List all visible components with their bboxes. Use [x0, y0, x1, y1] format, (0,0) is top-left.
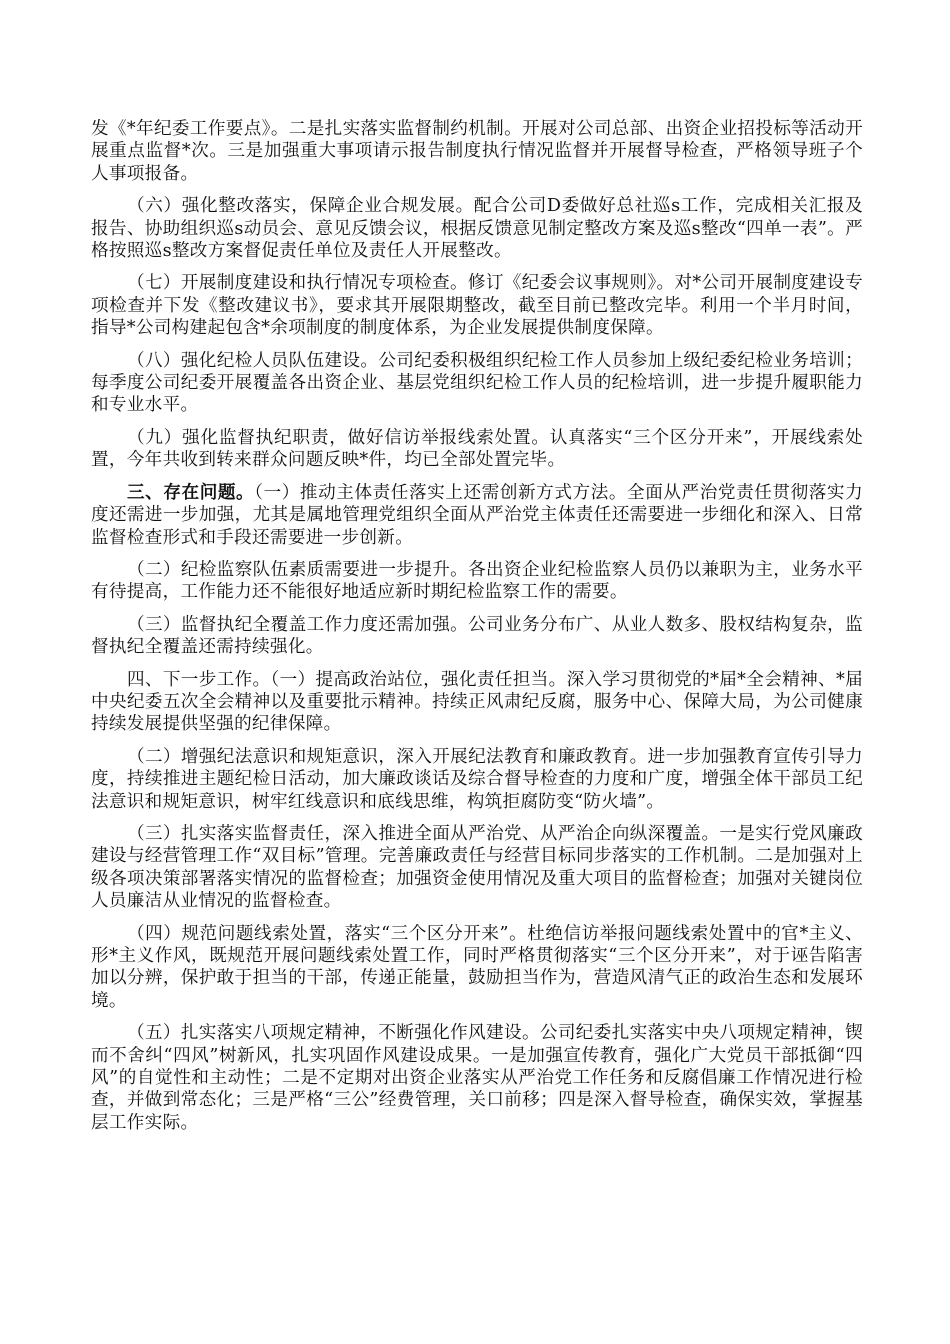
paragraph-item-7: （七）开展制度建设和执行情况专项检查。修订《纪委会议事规则》。对*公司开展制度建设专项检查并下发《整改建议书》，要求其开展限期整改，截至目前已整改完毕。利用一个半月时间，指导*公司构建起包含*余项制度的制度体系，为企业发展提供制度保障。: [91, 273, 863, 339]
section-3-heading: 三、存在问题。: [127, 481, 255, 503]
section-4-item-2: （二）增强纪法意识和规矩意识，深入开展纪法教育和廉政教育。进一步加强教育宣传引导力度，持续推进主题纪检日活动，加大廉政谈话及综合督导检查的力度和广度，增强全体干部员工纪法意识和规矩意识，树牢红线意识和底线思维，构筑拒腐防变“防火墙”。: [91, 746, 863, 812]
section-3-item-2: （二）纪检监察队伍素质需要进一步提升。各出资企业纪检监察人员仍以兼职为主，业务水平有待提高，工作能力还不能很好地适应新时期纪检监察工作的需要。: [91, 559, 863, 603]
section-4-item-4: （四）规范问题线索处置，落实“三个区分开来”。杜绝信访举报问题线索处置中的官*主义、形*主义作风，既规范开展问题线索处置工作，同时严格贯彻落实“三个区分开来”，对于诬告陷害加以分辨，保护敢于担当的干部，传递正能量，鼓励担当作为，营造风清气正的政治生态和发展环境。: [91, 923, 863, 1011]
section-4-item-3: （三）扎实落实监督责任，深入推进全面从严治党、从严治企向纵深覆盖。一是实行党风廉政建设与经营管理工作“双目标”管理。完善廉政责任与经营目标同步落实的工作机制。二是加强对上级各项决策部署落实情况的监督检查；加强资金使用情况及重大项目的监督检查；加强对关键岗位人员廉洁从业情况的监督检查。: [91, 823, 863, 912]
paragraph-item-8: （八）强化纪检人员队伍建设。公司纪委积极组织纪检工作人员参加上级纪委纪检业务培训；每季度公司纪委开展覆盖各出资企业、基层党组织纪检工作人员的纪检培训，进一步提升履职能力和专业水平。: [91, 350, 863, 416]
paragraph-item-9: （九）强化监督执纪职责，做好信访举报线索处置。认真落实“三个区分开来”，开展线索处置，今年共收到转来群众问题反映*件，均已全部处置完毕。: [91, 427, 863, 471]
section-4-item-5: （五）扎实落实八项规定精神，不断强化作风建设。公司纪委扎实落实中央八项规定精神，锲而不舍纠“四风”树新风，扎实巩固作风建设成果。一是加强宣传教育，强化广大党员干部抵御“四风”的自觉性和主动性；二是不定期对出资企业落实从严治党工作任务和反腐倡廉工作情况进行检查，并做到常态化；三是严格“三公”经费管理，关口前移；四是深入督导检查，确保实效，掌握基层工作实际。: [91, 1023, 863, 1133]
section-3-paragraph: [91, 482, 863, 549]
document-body: [91, 118, 863, 1144]
section-3-first-item: （一）推动主体责任落实上还需创新方式方法。全面从严治党责任贯彻落实力度还需进一步加强，尤其是属地管理党组织全面从严治党主体责任还需要进一步细化和深入、日常监督检查形式和手段还需要进一步创新。: [91, 482, 864, 548]
section-4-paragraph: 四、下一步工作。（一）提高政治站位，强化责任担当。深入学习贯彻党的*届*全会精神、*届中央纪委五次全会精神以及重要批示精神。持续正风肃纪反腐，服务中心、保障大局，为公司健康持续发展提供坚强的纪律保障。: [91, 669, 863, 735]
paragraph-continued: 发《*年纪委工作要点》。二是扎实落实监督制约机制。开展对公司总部、出资企业招投标等活动开展重点监督*次。三是加强重大事项请示报告制度执行情况监督并开展督导检查，严格领导班子个人事项报备。: [91, 119, 863, 184]
section-3-item-3: （三）监督执纪全覆盖工作力度还需加强。公司业务分布广、从业人数多、股权结构复杂，监督执纪全覆盖还需持续强化。: [91, 614, 863, 658]
paragraph-item-6: （六）强化整改落实，保障企业合规发展。配合公司D委做好总社巡s工作，完成相关汇报及报告、协助组织巡s动员会、意见反馈会议，根据反馈意见制定整改方案及巡s整改“四单一表”。严格按照巡s整改方案督促责任单位及责任人开展整改。: [91, 196, 863, 262]
